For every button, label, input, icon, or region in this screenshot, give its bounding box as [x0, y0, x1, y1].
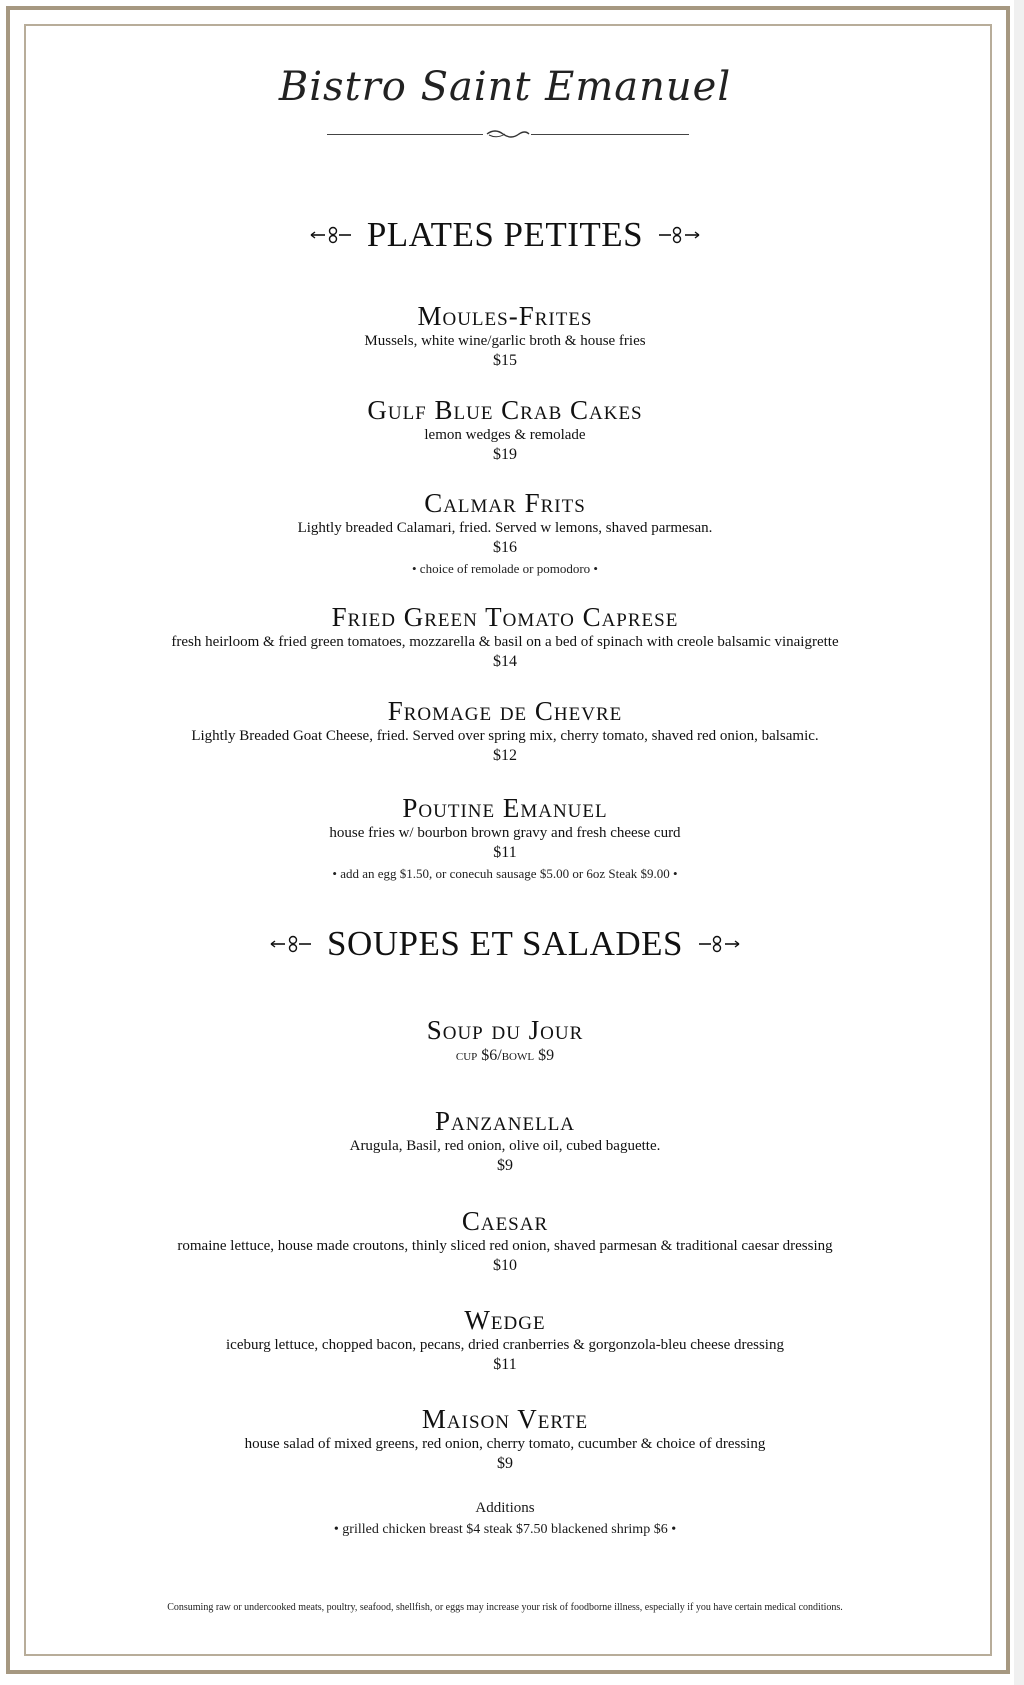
- item-price: $10: [493, 1257, 517, 1274]
- menu-item: [0, 1015, 1010, 1067]
- section-heading-soupes: [0, 924, 1010, 964]
- item-description: Arugula, Basil, red onion, olive oil, cubed baguette.: [349, 1138, 661, 1154]
- restaurant-name: Bistro Saint Emanuel: [278, 64, 732, 110]
- item-name: Wedge: [464, 1305, 546, 1335]
- item-price: $9: [497, 1455, 513, 1472]
- item-note: • add an egg $1.50, or conecuh sausage $5.00 or 6oz Steak $9.00 •: [332, 866, 678, 881]
- item-description: romaine lettuce, house made croutons, thinly sliced red onion, shaved parmesan & traditional caesar dressing: [177, 1238, 833, 1254]
- section-title-soupes: SOUPES ET SALADES: [327, 924, 683, 963]
- item-name: Soup du Jour: [426, 1015, 584, 1045]
- item-price: $19: [493, 446, 517, 463]
- item-price: $12: [493, 747, 517, 764]
- item-description: house fries w/ bourbon brown gravy and fresh cheese curd: [329, 825, 681, 841]
- menu-item: [0, 1404, 1010, 1474]
- menu-item: [0, 1305, 1010, 1375]
- item-description: cup $6/bowl $9: [455, 1047, 555, 1064]
- item-price: $15: [493, 352, 517, 369]
- menu-item: [0, 1106, 1010, 1176]
- additions-title: Additions: [475, 1500, 535, 1516]
- item-name: Maison Verte: [421, 1404, 589, 1434]
- item-price: $11: [493, 844, 517, 861]
- item-description: Lightly Breaded Goat Cheese, fried. Served over spring mix, cherry tomato, shaved red onion, balsamic.: [191, 728, 819, 744]
- item-description: house salad of mixed greens, red onion, cherry tomato, cucumber & choice of dressing: [244, 1436, 766, 1452]
- ornament-right-icon: [697, 934, 741, 954]
- item-price: $16: [493, 539, 517, 556]
- ornament-left-icon: [269, 934, 313, 954]
- ornament-right-icon: [657, 225, 701, 245]
- item-note: • choice of remolade or pomodoro •: [412, 561, 598, 576]
- item-name: Poutine Emanuel: [402, 793, 608, 823]
- item-description: iceburg lettuce, chopped bacon, pecans, dried cranberries & gorgonzola-bleu cheese dressing: [226, 1337, 784, 1353]
- item-description: Mussels, white wine/garlic broth & house fries: [364, 333, 646, 349]
- item-name: Fried Green Tomato Caprese: [331, 602, 679, 632]
- item-description: Lightly breaded Calamari, fried. Served w lemons, shaved parmesan.: [297, 520, 713, 536]
- menu-item: [0, 793, 1010, 885]
- item-description: fresh heirloom & fried green tomatoes, mozzarella & basil on a bed of spinach with creole balsamic vinaigrette: [171, 634, 839, 650]
- item-name: Gulf Blue Crab Cakes: [367, 395, 643, 425]
- scroll-edge: [1014, 0, 1024, 1685]
- item-name: Panzanella: [434, 1106, 576, 1136]
- menu-item: [0, 488, 1010, 580]
- health-disclaimer: Consuming raw or undercooked meats, poultry, seafood, shellfish, or eggs may increase your risk of foodborne illness, especially if you have certain medical conditions.: [167, 1602, 843, 1613]
- item-name: Moules-Frites: [417, 301, 593, 331]
- menu-item: [0, 395, 1010, 465]
- menu-item: [0, 602, 1010, 672]
- section-heading-plates: [0, 215, 1010, 255]
- item-name: Caesar: [461, 1206, 549, 1236]
- menu-item: [0, 696, 1010, 766]
- menu-item: [0, 301, 1010, 371]
- item-price: $14: [493, 653, 517, 670]
- additions-list: • grilled chicken breast $4 steak $7.50 blackened shrimp $6 •: [333, 1522, 677, 1537]
- item-name: Fromage de Chevre: [387, 696, 623, 726]
- menu-item: [0, 1206, 1010, 1276]
- item-price: $9: [497, 1157, 513, 1174]
- ornament-left-icon: [309, 225, 353, 245]
- item-description: lemon wedges & remolade: [424, 427, 586, 443]
- item-price: $11: [493, 1356, 517, 1373]
- section-title-plates: PLATES PETITES: [366, 215, 644, 254]
- flourish-icon: [483, 128, 531, 140]
- item-name: Calmar Frits: [424, 488, 586, 518]
